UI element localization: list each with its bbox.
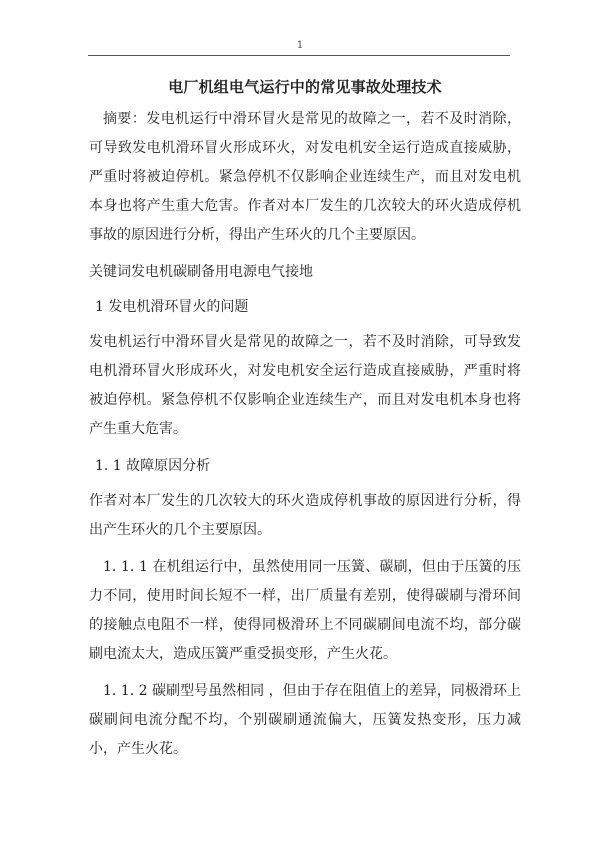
- document-body: [89, 76, 521, 764]
- page-number: 1: [296, 40, 304, 51]
- section-1-1-heading: 1. 1 故障原因分析: [95, 458, 211, 474]
- item-1-1-1: 1. 1. 1 在机组运行中，虽然使用同一压簧、碳刷，但由于压簧的压力不同，使用时间长短不一样，出厂质量有差别，使得碳刷与滑环间的接触点电阻不一样，使得同极滑环上不同碳刷间电流不均，部分碳刷电流太大，造成压簧严重受损变形，产生火花。: [89, 559, 521, 662]
- item-1-1-2: 1. 1. 2 碳刷型号虽然相同 ，但由于存在阻值上的差异，同极滑环上碳刷间电流分配不均，个别碳刷通流偏大，压簧发热变形，压力减小，产生火花。: [89, 683, 521, 757]
- section-1-body: 发电机运行中滑环冒火是常见的故障之一，若不及时消除，可导致发电机滑环冒火形成环火，对发电机安全运行造成直接威胁，严重时将被迫停机。紧急停机不仅影响企业连续生产，而且对发电机本身也将产生重大危害。: [89, 334, 521, 437]
- section-1-heading: 1 发电机滑环冒火的问题: [95, 299, 249, 315]
- abstract-paragraph: 摘要：发电机运行中滑环冒火是常见的故障之一，若不及时消除，可导致发电机滑环冒火形成环火，对发电机安全运行造成直接威胁，严重时将被迫停机。紧急停机不仅影响企业连续生产，而且对发电机本身也将产生重大危害。作者对本厂发生的几次较大的环火造成停机事故的原因进行分析，得出产生环火的几个主要原因。: [89, 111, 521, 243]
- header-rule: [88, 55, 510, 56]
- section-1-1-body: 作者对本厂发生的几次较大的环火造成停机事故的原因进行分析，得出产生环火的几个主要原因。: [89, 493, 521, 538]
- document-title: 电厂机组电气运行中的常见事故处理技术: [168, 78, 442, 96]
- keywords-line: 关键词发电机碳刷备用电源电气接地: [89, 264, 313, 280]
